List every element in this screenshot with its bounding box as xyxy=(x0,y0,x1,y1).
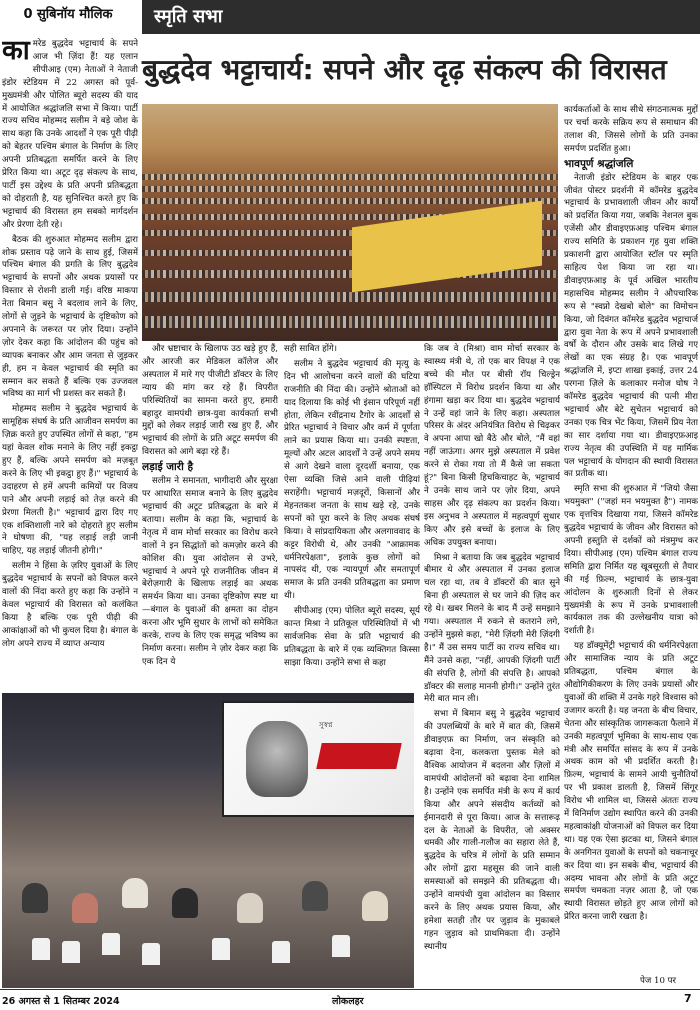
memorial-hall-photo xyxy=(2,693,414,988)
article-column-4 xyxy=(424,343,560,988)
stage-screen xyxy=(222,701,414,817)
col5-paragraph-4: यह डॉक्यूमेंट्री भट्टाचार्य की धर्मनिरपेक्षता और सामाजिक न्याय के प्रति अटूट प्रतिबद्धता, पश्चिम बंगाल के औद्योगिकीकरण के लिए उनके प्रयासों और युवाओं की शक्ति में उनके गहरे विश्वास को उजागर करती है। यह जनता के बीच विचार, चेतना और सांस्कृतिक जागरूकता फैलाने में उनकी महत्वपूर्ण भूमिका के साथ-साथ एक मंत्री और समर्पित सांसद के रूप में उनके अथक काम को भी प्रदर्शित करती है। फ़िल्म, भट्टाचार्य के सामने आयी चुनौतियों पर भी प्रकाश डालती है, जिसमें सिंगूर विरोध भी शामिल था, जिससे अंततः राज्य में विनिर्माण उद्योग स्थापित करने की उनकी महत्वाकांक्षी योजनाओं को विफल कर दिया था। यह एक ऐसा झटका था, जिसने बंगाल के अनगिनत युवाओं के सपनों को चकनाचूर कर दिया था। इन सबके बीच, भट्टाचार्य की अदम्य भावना और लोगों के प्रति अटूट समर्पण चमकता नज़र आता है, जो एक स्थायी विरासत छोड़ते हुए आज लोगों को प्रेरित करना जारी रखता है। xyxy=(564,641,698,923)
footer-date: 26 अगस्त से 1 सितम्बर 2024 xyxy=(2,996,120,1007)
col5-paragraph-2: नेताजी इंडोर स्टेडियम के बाहर एक जीवंत पोस्टर प्रदर्शनी में कॉमरेड बुद्धदेव भट्टाचार्य के प्रभावशाली जीवन और कार्यों को प्रदर्शित किया गया, जबकि नेशनल बुक एजेंसी और डीवाइएफ़आइ पश्चिम बंगाल राज्य समिति के प्रकाशन गृह युवा शक्ति प्रकाशनी द्वारा आयोजित स्टॉल पर स्मृति साहित्य पेश किया जा रहा था। डीवाइएफ़आइ के पूर्व अखिल भारतीय महासचिव मोहम्मद सलीम ने औपचारिक रूप से "स्वप्नो देखबो बोले" का विमोचन किया, जो दिवंगत कॉमरेड बुद्धदेव भट्टाचार्ज द्वारा युवा नेता के रूप में अपने प्रभावशाली वर्षों के दौरान और उसके बाद लिखे गए लेखों का एक संग्रह है। एक भावपूर्ण श्रद्धांजलि में, इप्टा शाखा इकाई, उत्तर 24 परगना ज़िले के कलाकार मनोज घोष ने कॉमरेड बुद्धदेव भट्टाचार्य की पत्नी मीरा भट्टाचार्य और बेटे सुचेतन भट्टाचार्य को उनका एक चित्र भेंट किया, जिसमें प्रिय नेता का सार दर्शाया गया था। डीवाइएफ़आइ राज्य नेतृत्व की उपस्थिति में यह मार्मिक पल भट्टाचार्य के योगदान की स्थायी विरासत का प्रतीक था। xyxy=(564,172,698,480)
col5-paragraph-1: कार्यकर्ताओं के साथ सीधे संगठनात्मक मुद्दों पर चर्चा करके सक्रिय रूप से समाधान की तलाश की, जिससे लोगों के प्रति उनका समर्पण प्रदर्शित हुआ। xyxy=(564,105,698,154)
col4-paragraph-2: मिश्रा ने बताया कि जब बुद्धदेव भट्टाचार्य बीमार थे और अस्पताल में उनका इलाज चल रहा था, तब वे डॉक्टरों की बात सुने बिना ही अस्पताल से घर जाने की ज़िद कर रहे थे। खबर मिलने के बाद मैं उन्हें समझाने गया। अस्पताल में रुकने से कतराने लगे, उन्होंने मुझसे कहा, "मेरी ज़िंदगी मेरी ज़िंदगी है।" मैं उस समय पार्टी का राज्य सचिव था। मैंने उनसे कहा, "नहीं, आपकी ज़िंदगी पार्टी की संपत्ति है, लोगों की संपत्ति है। आपको डॉक्टर की सलाह माननी होगी।" उन्होंने तुरंत मेरी बात मान ली। xyxy=(424,552,560,705)
col1-paragraph-3: मोहम्मद सलीम ने बुद्धदेव भट्टाचार्य के सामूहिक संघर्ष के प्रति आजीवन समर्पण का ज़िक्र करते हुए उपस्थित लोगों से कहा, "हम यहां केवल शोक मनाने के लिए नहीं इकट्ठा हुए हैं, बल्कि अपने समर्पण को मज़बूत करने के लिए भी इकट्ठा हुए हैं।" भट्टाचार्य के उदाहरण से हमें अपनी कमियों पर विजय पाने और अपनी लड़ाई को तेज़ करने की प्रेरणा मिलती है।" भट्टाचार्य द्वारा दिए गए एक शक्तिशाली नारे को दोहराते हुए सलीम ने घोषणा की, "यह लड़ाई लड़ी जानी चाहिए, यह लड़ाई जीतनी होगी।" xyxy=(2,404,138,557)
col1-paragraph-1: मरेड बुद्धदेव भट्टाचार्य के सपने आज भी ज़िंदा हैं! यह एलान सीपीआइ (एम) नेताओं ने नेताजी इंडोर स्टेडियम में 22 अगस्त को पूर्व-मुख्यमंत्री और पोलित ब्यूरो सदस्य की याद में आयोजित श्रद्धांजलि सभा में किया। पार्टी राज्य सचिव मोहम्मद सलीम ने बड़े जोश के साथ कहा कि उनके आदर्शों ने एक पूरी पीढ़ी को बेहतर पश्चिम बंगाल के निर्माण के लिए अपनी प्रतिबद्धता समर्पित करने के लिए प्रेरित किया था। अटूट दृढ़ संकल्प के साथ, पार्टी इस उद्देश्य के प्रति अपनी प्रतिबद्धता को दोहराती है, यह सुनिश्चित करते हुए कि भट्टाचार्य की विरासत हम सबको मार्गदर्शन और प्रेरणा देती रहे। xyxy=(2,39,138,230)
screen-banner xyxy=(316,743,402,769)
footer-rule xyxy=(0,989,700,990)
footer-page-number: 7 xyxy=(684,992,692,1005)
portrait-image xyxy=(246,721,308,797)
col3-paragraph-1: सही साबित होंगे। xyxy=(284,344,338,354)
col4-paragraph-1: कि जब वे (मिश्रा) वाम मोर्चा सरकार के स्वास्थ्य मंत्री थे, तो एक बार विपक्ष ने एक बच्चे की मौत पर बीसी रॉय चिल्ड्रेन हॉस्पिटल में विरोध प्रदर्शन किया था और हंगामा खड़ा कर दिया था। बुद्धदेव भट्टाचार्य ने उन्हें वहां जाने के लिए कहा। अस्पताल परिसर के अंदर अनियंत्रित विरोध से चिढ़कर वे अपना आपा खो बैठे और बोले, "मैं वहां नहीं जाऊंगा। अगर मुझे अस्पताल में प्रवेश करने से रोका गया तो मैं कैसे जा सकता हूं?" बिना किसी हिचकिचाहट के, भट्टाचार्य ने उनके साथ जाने पर ज़ोर दिया, अपने साहस और दृढ़ संकल्प का प्रदर्शन किया। इस अनुभव ने अस्पताल में महत्वपूर्ण सुधार किए और इसे बच्चों के इलाज के लिए अधिक उपयुक्त बनाया। xyxy=(424,344,560,548)
article-column-5 xyxy=(564,104,698,976)
col1-paragraph-4: सलीम ने हिंसा के ज़रिए युवाओं के लिए बुद्धदेव भट्टाचार्य के सपनों को विफल करने वालों की निंदा करते हुए कहा कि उन्होंने न केवल भट्टाचार्य की विरासत को कलंकित किया है बल्कि एक पूरी पीढ़ी की आकांक्षाओं को भी कुचल दिया है। बंगाल के लोग अपने राज्य में व्याप्त अन्याय xyxy=(2,561,138,649)
col2-paragraph-2: सलीम ने समानता, भागीदारी और सुरक्षा पर आधारित समाज बनाने के लिए बुद्धदेव भट्टाचार्य की अटूट प्रतिबद्धता के बारे में बताया। सलीम के कहा कि, भट्टाचार्य के नेतृत्व में वाम मोर्चा सरकार का विरोध करने वालों ने इन सिद्धांतों को कमज़ोर करने की कोशिश की। युवा आंदोलन से उभरे, भट्टाचार्य ने अपने पूरे राजनीतिक जीवन में बेरोज़गारी के खिलाफ लड़ाई का अथक समर्थन किया था। उनका दृष्टिकोण स्पष्ट था—बंगाल के युवाओं की क्षमता का दोहन करना और भूमि सुधार के लाभों को समेकित करके, राज्य के लिए एक समृद्ध भविष्य का निर्माण करना। सलीम ने ज़ोर देकर कहा कि एक दिन ये xyxy=(142,476,278,667)
col5-paragraph-3: स्मृति सभा की शुरुआत में "जियो जैसा भयमुक्त" ("जहां मन भयमुक्त है") नामक एक वृत्तचित्र दिखाया गया, जिसने कॉमरेड बुद्धदेव भट्टाचार्य के जीवन और विरासत को अपनी हस्तुति से दर्शकों को मंत्रमुग्ध कर दिया। सीपीआइ (एम) पश्चिम बंगाल राज्य समिति द्वारा निर्मित यह खूबसूरती से तैयार की गई फ़िल्म, भट्टाचार्य के छात्र-युवा आंदोलन के शुरुआती दिनों से लेकर मुख्यमंत्री के रूप में उनके प्रभावशाली कार्यकाल तक की उल्लेखनीय यात्रा को दर्शाती है। xyxy=(564,484,698,637)
col4-paragraph-3: सभा में बिमान बसु ने बुद्धदेव भट्टाचार्य की उपलब्धियों के बारे में बात की, जिसमें डीवाइएफ़ का निर्माण, जन संस्कृति को बढ़ावा देना, कलकत्ता पुस्तक मेले को वैश्विक आयोजन में बदलना और ज़िलों में वामपंथी आंदोलनों को बढ़ावा देना शामिल है। उन्होंने एक समर्पित मंत्री के रूप में कार्य किया और अपने संसदीय कर्तव्यों को ईमानदारी से पूरा किया। आज के सत्तारूढ़ दल के नेताओं के विपरीत, जो अक्सर धमकी और गाली-गलौज का सहारा लेते हैं, बुद्धदेव के चरित्र में लोगों के प्रति सम्मान और लोगों द्वारा महसूस की जाने वाली समस्याओं को समझने की प्रतिबद्धता थी। उन्होंने वामपंथी युवा आंदोलन का विस्तार करने के लिए अथक प्रयास किया, और हमेशा सतही तौर पर जुड़ाव के मुकाबले गहन जुड़ाव को प्राथमिकता दी। उन्होंने स्थानीय xyxy=(424,709,560,952)
screen-title: সুস্বপ্ন xyxy=(319,721,333,729)
subhead-fight-continues: लड़ाई जारी है xyxy=(142,461,194,474)
subhead-tribute: भावपूर्ण श्रद्धांजलि xyxy=(564,157,634,170)
col3-paragraph-2: सलीम ने बुद्धदेव भट्टाचार्य की मृत्यु के दिन भी आलोचना करने वालों की घटिया राजनीति की निंदा की। उन्होंने श्रोताओं को याद दिलाया कि कोई भी इंसान परिपूर्ण नहीं होता, लेकिन रवींद्रनाथ टैगोर के आदर्शों से प्रेरित भट्टाचार्य ने विचार और कर्म में पूर्णता लाने का प्रयास किया था। उनकी स्पष्टता, मूल्यों और अटल आदर्शों ने उन्हें अपने समय से आगे देखने वाला दूरदर्शी बनाया, एक ऐसा व्यक्ति जिसे आने वाली पीढ़ियां सराहेंगी। भट्टाचार्य मज़दूरों, किसानों और मेहनतकश जनता के साथ खड़े रहे, उनके सपनों को पूरा करने के लिए अथक संघर्ष किया। वे सांप्रदायिकता और अलगाववाद के कट्टर विरोधी थे, और उनकी "आक्रामक धर्मनिरपेक्षता", इलाके कुछ लोगों को नापसंद थी, एक न्यायपूर्ण और समतापूर्ण समाज के प्रति उनकी प्रतिबद्धता का प्रमाण थी। xyxy=(284,358,420,602)
section-label-left: 0 सुबिनॉय मौलिक xyxy=(23,7,113,22)
article-column-3 xyxy=(284,343,420,688)
article-column-2 xyxy=(142,343,278,688)
article-column-1 xyxy=(2,38,138,693)
drop-cap: का xyxy=(2,38,30,66)
col2-paragraph-1: और भ्रष्टाचार के खिलाफ उठ खड़े हुए हैं, और आरजी कर मेडिकल कॉलेज और अस्पताल में मारे गए पीजीटी डॉक्टर के लिए न्याय की मांग कर रहे हैं। विपरीत परिस्थितियों का सामना करते हुए, हमारी बहादुर वामपंथी छात्र-युवा कार्यकर्ता सभी मुद्दों को लेकर लड़ाई जारी रख हुए हैं, और भट्टाचार्य की लोगों के प्रति अटूट समर्पण की विरासत को आगे बढ़ा रहे हैं। xyxy=(142,344,278,458)
section-tag-bar xyxy=(142,0,700,34)
footer-paper-name: लोकलहर xyxy=(332,996,364,1007)
section-tag: स्मृति सभा xyxy=(154,6,223,27)
continued-note: पेज 10 पर xyxy=(640,976,677,986)
headline: बुद्धदेव भट्टाचार्य: सपने और दृढ़ संकल्प की विरासत xyxy=(142,53,667,86)
stadium-crowd-photo xyxy=(142,104,558,341)
col1-paragraph-2: बैठक की शुरुआत मोहम्मद सलीम द्वारा शोक प्रस्ताव पढ़े जाने के साथ हुई, जिसमें पश्चिम बंगाल की प्रगति के लिए बुद्धदेव भट्टाचार्य के सपनों और अथक प्रयासों पर विस्तार से रोशनी डाली गई। वरिष्ठ माकपा नेता बिमान बसु ने बदलाव लाने के लिए, लोगों से जुड़ने के भट्टाचार्य के दृष्टिकोण को अपनाने के जरूरत पर ज़ोर दिया। उन्होंने ज़ोर देकर कहा कि आंदोलन की पहुंच को व्यापक बनाकर और आम जनता से जुड़कर ही, हम न केवल भट्टाचार्य की स्मृति का सम्मान कर सकते हैं बल्कि एक उज्जवल भविष्य का मार्ग भी प्रशस्त कर सकते हैं। xyxy=(2,234,138,400)
col3-paragraph-3: सीपीआइ (एम) पोलित ब्यूरो सदस्य, सूर्य कान्त मिश्रा ने प्रतिकूल परिस्थितियों में भी सार्वजनिक सेवा के प्रति भट्टाचार्य की प्रतिबद्धता के बारे में एक व्यक्तिगत किस्सा साझा किया। उन्होंने सभा से कहा xyxy=(284,606,420,668)
